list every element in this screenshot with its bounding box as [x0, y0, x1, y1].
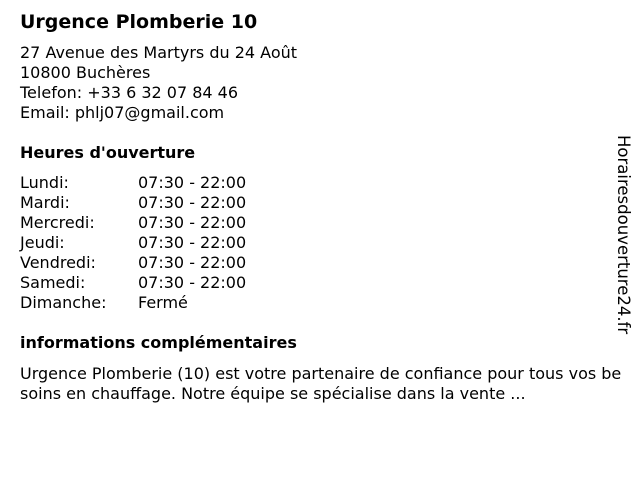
day-label: Lundi: — [20, 173, 69, 192]
info-heading: informations complémentaires — [20, 333, 297, 352]
site-watermark: Horairesdouverture24.fr — [614, 135, 633, 335]
day-hours: 07:30 - 22:00 — [138, 213, 247, 232]
business-card — [20, 10, 628, 404]
hours-row-mardi — [20, 193, 628, 213]
hours-row-dimanche — [20, 293, 628, 313]
info-description: Urgence Plomberie (10) est votre partenaire de confiance pour tous vos besoins en chauffage. Notre équipe se spécialise dans la vente ... — [20, 364, 622, 403]
day-hours: 07:30 - 22:00 — [138, 233, 247, 252]
day-hours: 07:30 - 22:00 — [138, 273, 247, 292]
day-label: Mercredi: — [20, 213, 95, 232]
phone-line: Telefon: +33 6 32 07 84 46 — [20, 83, 239, 102]
day-hours: 07:30 - 22:00 — [138, 193, 247, 212]
email-line: Email: phlj07@gmail.com — [20, 103, 225, 122]
address-city: 10800 Buchères — [20, 63, 151, 82]
hours-row-vendredi — [20, 253, 628, 273]
hours-row-samedi — [20, 273, 628, 293]
business-name: Urgence Plomberie 10 — [20, 11, 258, 33]
day-hours: Fermé — [138, 293, 188, 312]
day-label: Dimanche: — [20, 293, 107, 312]
address-street: 27 Avenue des Martyrs du 24 Août — [20, 43, 298, 62]
day-label: Samedi: — [20, 273, 86, 292]
hours-row-jeudi — [20, 233, 628, 253]
day-label: Vendredi: — [20, 253, 96, 272]
day-label: Jeudi: — [20, 233, 65, 252]
hours-table — [20, 173, 628, 313]
day-label: Mardi: — [20, 193, 70, 212]
day-hours: 07:30 - 22:00 — [138, 253, 247, 272]
hours-row-mercredi — [20, 213, 628, 233]
hours-heading: Heures d'ouverture — [20, 143, 196, 162]
contact-block — [20, 43, 628, 123]
hours-row-lundi — [20, 173, 628, 193]
day-hours: 07:30 - 22:00 — [138, 173, 247, 192]
